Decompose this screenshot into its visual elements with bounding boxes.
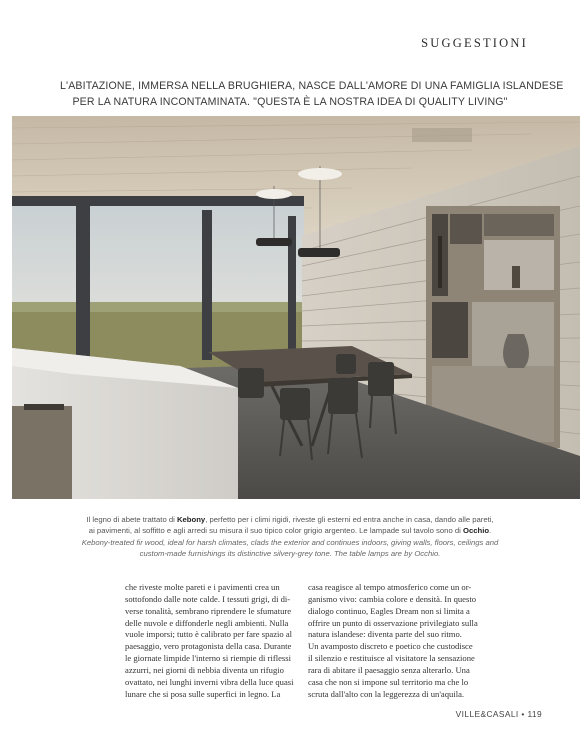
body-line: vuole imporsi; tutto è calibrato per fare spazio al bbox=[125, 629, 293, 640]
body-line: ovattato, nei lunghi inverni vibra della luce quasi bbox=[125, 676, 294, 687]
page-folio: VILLE&CASALI • 119 bbox=[455, 709, 542, 719]
body-line: offrire un punto di osservazione privilegiato sulla bbox=[308, 617, 478, 628]
body-line: il silenzio e restituisce al visitatore la sensazione bbox=[308, 653, 475, 664]
body-line: lunare che si posa sulle superfici in legno. La bbox=[125, 688, 281, 699]
headline-line-1: L'ABITAZIONE, IMMERSA NELLA BRUGHIERA, NASCE DALL'AMORE DI UNA FAMIGLIA ISLANDESE bbox=[60, 80, 564, 92]
body-line: casa reagisce al tempo atmosferico come un or- bbox=[308, 582, 472, 592]
body-column-left bbox=[125, 582, 297, 700]
caption-en-line-1: Kebony-treated fir wood, ideal for harsh climates, clads the exterior and continues indoors, giving walls, floors, ceilings and bbox=[81, 537, 499, 547]
interior-photo bbox=[12, 116, 580, 499]
body-line: rara di abitare il paesaggio senza alterarlo. Una bbox=[308, 664, 470, 675]
body-line: casa che non si impone sul territorio ma che lo bbox=[308, 676, 469, 687]
headline-line-2: PER LA NATURA INCONTAMINATA. "QUESTA È LA NOSTRA IDEA DI QUALITY LIVING" bbox=[72, 96, 508, 108]
body-line: dialogo continuo, Eagles Dream non si limita a bbox=[308, 605, 470, 616]
body-line: Un avamposto discreto e poetico che custodisce bbox=[308, 641, 473, 652]
body-line: verse tonalità, sembrano riprendere le sfumature bbox=[125, 605, 292, 616]
caption-it-line-2: ai pavimenti, al soffitto e agli arredi su misura il suo tipico color grigio argenteo. Le lampade sul tavolo sono di Occhio. bbox=[88, 526, 492, 536]
body-line: azzurri, nei giorni di nebbia diventa un rifugio bbox=[125, 664, 284, 675]
body-column-right bbox=[308, 582, 480, 700]
body-line: le giornate limpide l'interno si riempie di riflessi bbox=[125, 653, 291, 664]
caption-en-line-2: custom-made furnishings its distinctive silvery-grey tone. The table lamps are by Occhio. bbox=[139, 549, 441, 559]
body-line: sottofondo dalle note calde. I tessuti grigi, di di- bbox=[125, 593, 291, 604]
body-line: ganismo vivo: cambia colore e densità. In questo bbox=[308, 593, 477, 604]
body-line: paesaggio, vero protagonista della casa. Durante bbox=[125, 641, 292, 652]
body-line: delle nuvole e diffonderle negli ambienti. Nulla bbox=[125, 617, 289, 628]
photo-caption bbox=[70, 514, 510, 560]
body-line: natura islandese: diventa parte del suo ritmo. bbox=[308, 629, 462, 640]
headline bbox=[60, 78, 564, 110]
caption-it-line-1: Il legno di abete trattato di Kebony, perfetto per i climi rigidi, riveste gli esterni ed entra anche in casa, dando alle pareti, bbox=[86, 515, 494, 524]
brand-kebony: Kebony bbox=[176, 515, 206, 524]
body-line: che riveste molte pareti e i pavimenti crea un bbox=[125, 582, 280, 592]
brand-occhio: Occhio bbox=[462, 526, 490, 536]
section-label: SUGGESTIONI bbox=[421, 36, 528, 50]
body-line: scruta dall'alto con la leggerezza di un'aquila. bbox=[308, 688, 465, 699]
